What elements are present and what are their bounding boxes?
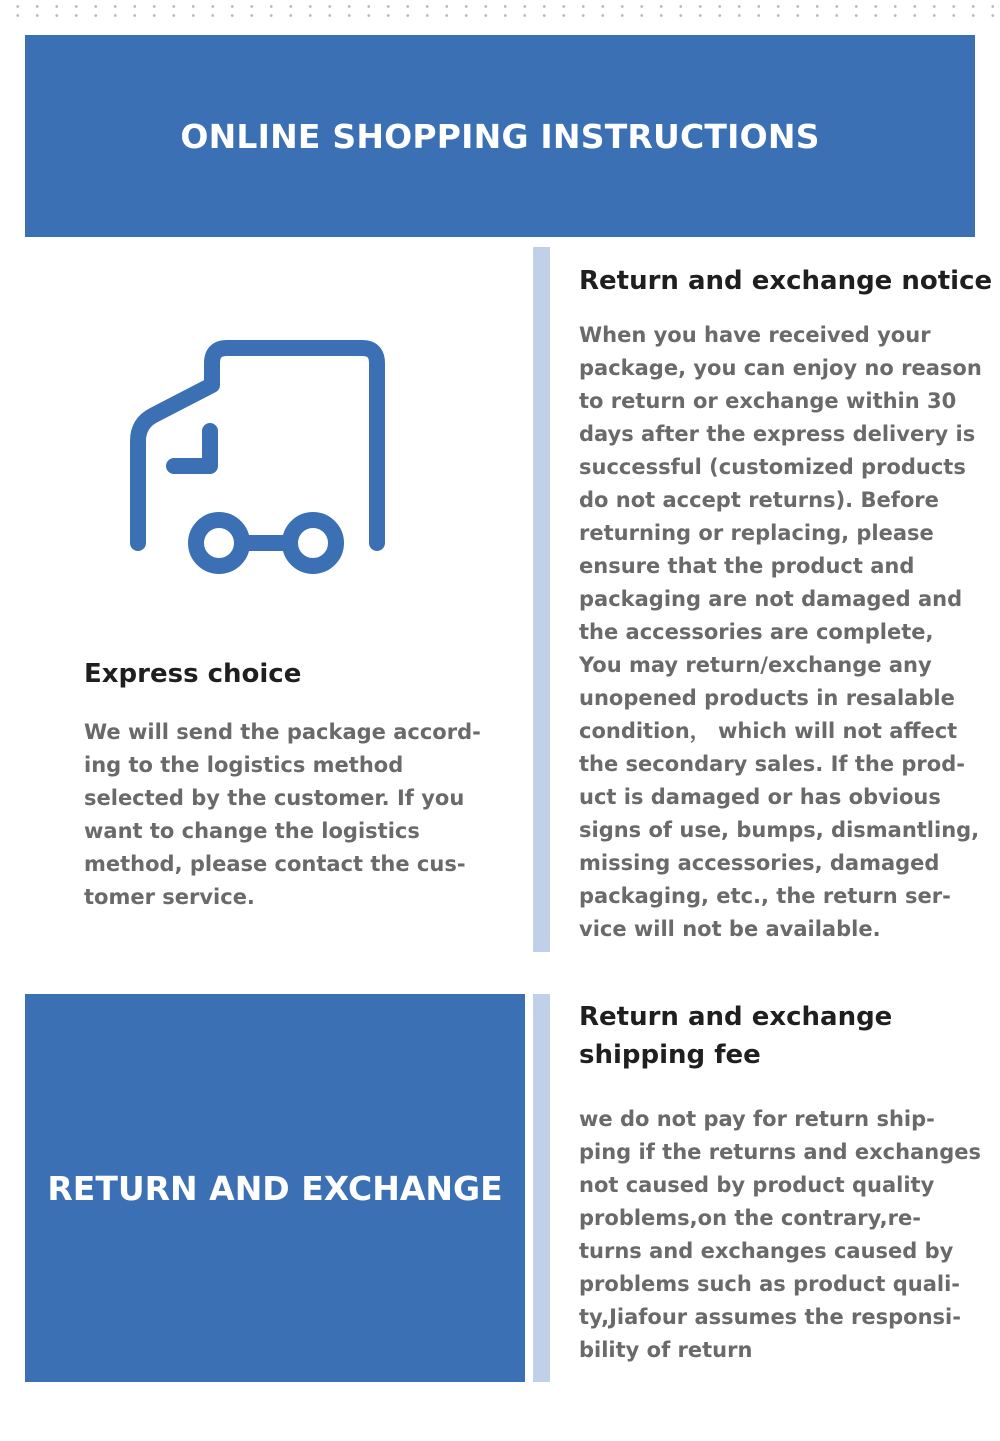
- text-line: the secondary sales. If the prod-: [579, 752, 965, 776]
- return-exchange-banner: [25, 994, 525, 1382]
- text-line: unopened products in resalable: [579, 686, 955, 710]
- text-line: returning or replacing, please: [579, 521, 934, 545]
- truck-icon: [122, 333, 394, 585]
- text-line: missing accessories, damaged: [579, 851, 940, 875]
- text-line: problems such as product quali-: [579, 1272, 960, 1296]
- text-line: packaging are not damaged and: [579, 587, 963, 611]
- text-line: bility of return: [579, 1338, 753, 1362]
- text-line: days after the express delivery is: [579, 422, 976, 446]
- text-line: vice will not be available.: [579, 917, 881, 941]
- express-choice-heading: Express choice: [84, 659, 302, 689]
- text-line: uct is damaged or has obvious: [579, 785, 941, 809]
- shipping-fee-text: [579, 1103, 981, 1367]
- text-line: ping if the returns and exchanges: [579, 1140, 981, 1164]
- text-line: the accessories are complete,: [579, 620, 934, 644]
- text-line: successful (customized products: [579, 455, 966, 479]
- divider-bar: [533, 247, 550, 952]
- text-line: ty,Jiafour assumes the responsi-: [579, 1305, 961, 1329]
- text-line: want to change the logistics: [84, 819, 420, 843]
- text-line: do not accept returns). Before: [579, 488, 939, 512]
- text-line: we do not pay for return ship-: [579, 1107, 935, 1131]
- express-choice-text: [84, 716, 481, 914]
- text-line: ensure that the product and: [579, 554, 915, 578]
- text-line: You may return/exchange any: [579, 653, 932, 677]
- text-line: not caused by product quality: [579, 1173, 935, 1197]
- text-line: When you have received your: [579, 323, 931, 347]
- text-line: tomer service.: [84, 885, 255, 909]
- text-line: package, you can enjoy no reason: [579, 356, 982, 380]
- text-line: ing to the logistics method: [84, 753, 404, 777]
- heading-line: shipping fee: [579, 1040, 761, 1070]
- text-line: condition， which will not affect: [579, 719, 958, 743]
- divider-bar: [533, 994, 550, 1382]
- page-title: ONLINE SHOPPING INSTRUCTIONS: [180, 116, 820, 156]
- page-header-banner: [25, 35, 975, 237]
- text-line: to return or exchange within 30: [579, 389, 957, 413]
- text-line: turns and exchanges caused by: [579, 1239, 954, 1263]
- return-exchange-title: RETURN AND EXCHANGE: [47, 1168, 503, 1208]
- shipping-fee-heading: [579, 998, 892, 1074]
- heading-line: Return and exchange: [579, 1002, 893, 1032]
- return-notice-text: [579, 319, 982, 946]
- dotted-border-decoration: [0, 0, 1000, 22]
- return-notice-heading: Return and exchange notice: [579, 266, 993, 296]
- text-line: method, please contact the cus-: [84, 852, 466, 876]
- text-line: selected by the customer. If you: [84, 786, 465, 810]
- text-line: signs of use, bumps, dismantling,: [579, 818, 980, 842]
- text-line: packaging, etc., the return ser-: [579, 884, 951, 908]
- text-line: problems,on the contrary,re-: [579, 1206, 921, 1230]
- text-line: We will send the package accord-: [84, 720, 481, 744]
